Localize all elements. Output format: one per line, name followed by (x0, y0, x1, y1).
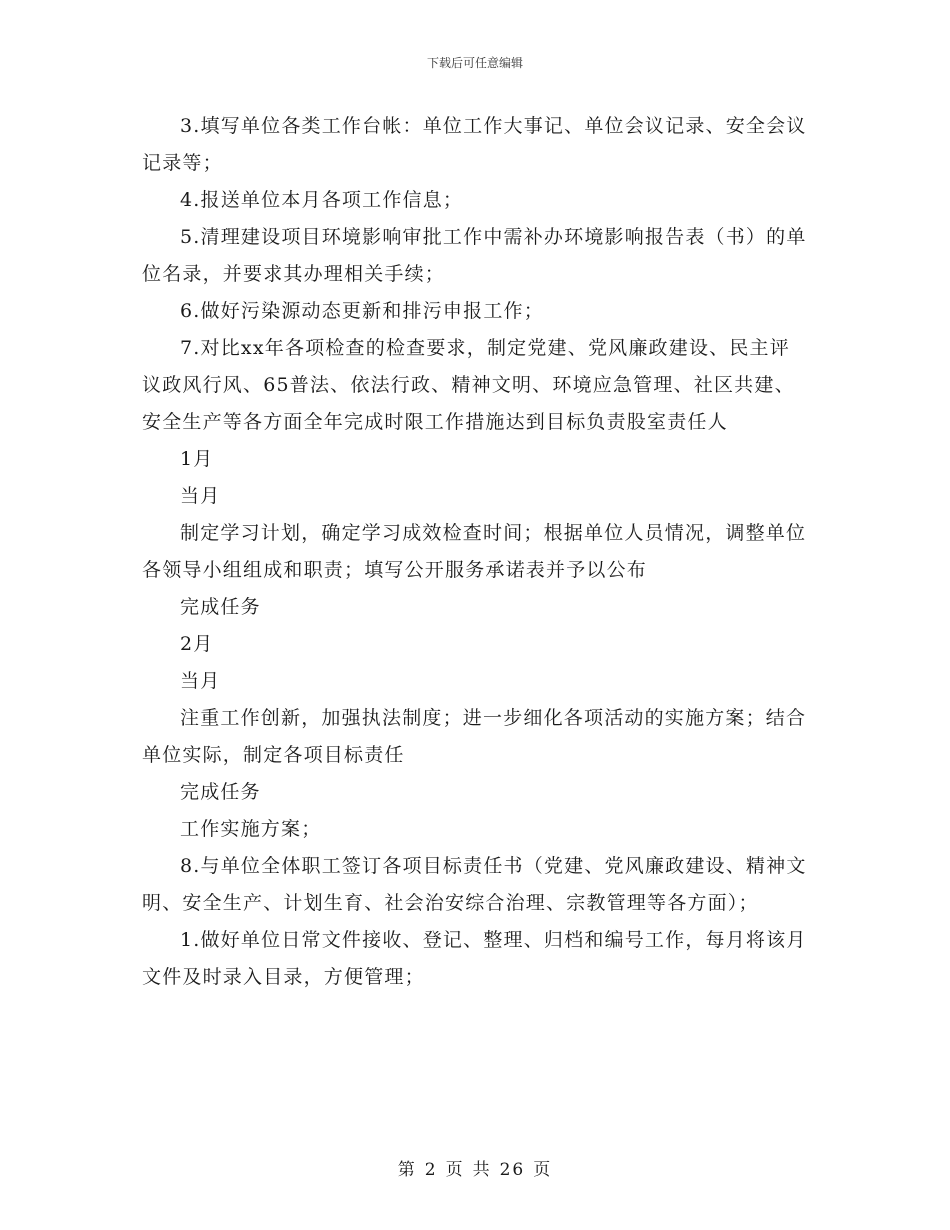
paragraph: 3.填写单位各类工作台帐：单位工作大事记、单位会议记录、安全会议记录等； (142, 115, 807, 174)
current-page-number: 2 (424, 1160, 438, 1180)
page-header: 下载后可任意编辑 (426, 56, 523, 70)
paragraph: 注重工作创新，加强执法制度；进一步细化各项活动的实施方案；结合单位实际，制定各项目标责任 (142, 707, 807, 766)
paragraph: 6.做好污染源动态更新和排污申报工作； (180, 300, 544, 322)
paragraph: 完成任务 (180, 596, 261, 618)
footer-suffix: 页 (533, 1160, 553, 1180)
page-footer (0, 1155, 950, 1180)
paragraph: 完成任务 (180, 781, 261, 803)
footer-page-word: 页 (445, 1160, 465, 1180)
paragraph: 当月 (180, 670, 221, 692)
paragraph: 1.做好单位日常文件接收、登记、整理、归档和编号工作，每月将该月文件及时录入目录，方便管理； (142, 929, 807, 988)
paragraph: 4.报送单位本月各项工作信息； (180, 189, 464, 211)
paragraph: 5.清理建设项目环境影响审批工作中需补办环境影响报告表（书）的单位名录，并要求其办理相关手续； (142, 226, 807, 285)
paragraph: 7.对比xx年各项检查的检查要求，制定党建、党风廉政建设、民主评议政风行风、65普法、依法行政、精神文明、环境应急管理、社区共建、安全生产等各方面全年完成时限工作措施达到目标负责股室责任人 (142, 337, 795, 433)
paragraph: 1月 (180, 448, 214, 470)
footer-total-word: 共 (472, 1160, 492, 1180)
paragraph: 工作实施方案； (180, 818, 322, 840)
paragraph: 2月 (180, 633, 214, 655)
paragraph: 8.与单位全体职工签订各项目标责任书（党建、党风廉政建设、精神文明、安全生产、计划生育、社会治安综合治理、宗教管理等各方面）； (142, 855, 807, 914)
paragraph: 制定学习计划，确定学习成效检查时间；根据单位人员情况，调整单位各领导小组组成和职责；填写公开服务承诺表并予以公布 (142, 522, 807, 581)
paragraph: 当月 (180, 485, 221, 507)
total-page-count: 26 (499, 1160, 526, 1180)
document-body (142, 108, 810, 996)
footer-prefix: 第 (397, 1160, 417, 1180)
